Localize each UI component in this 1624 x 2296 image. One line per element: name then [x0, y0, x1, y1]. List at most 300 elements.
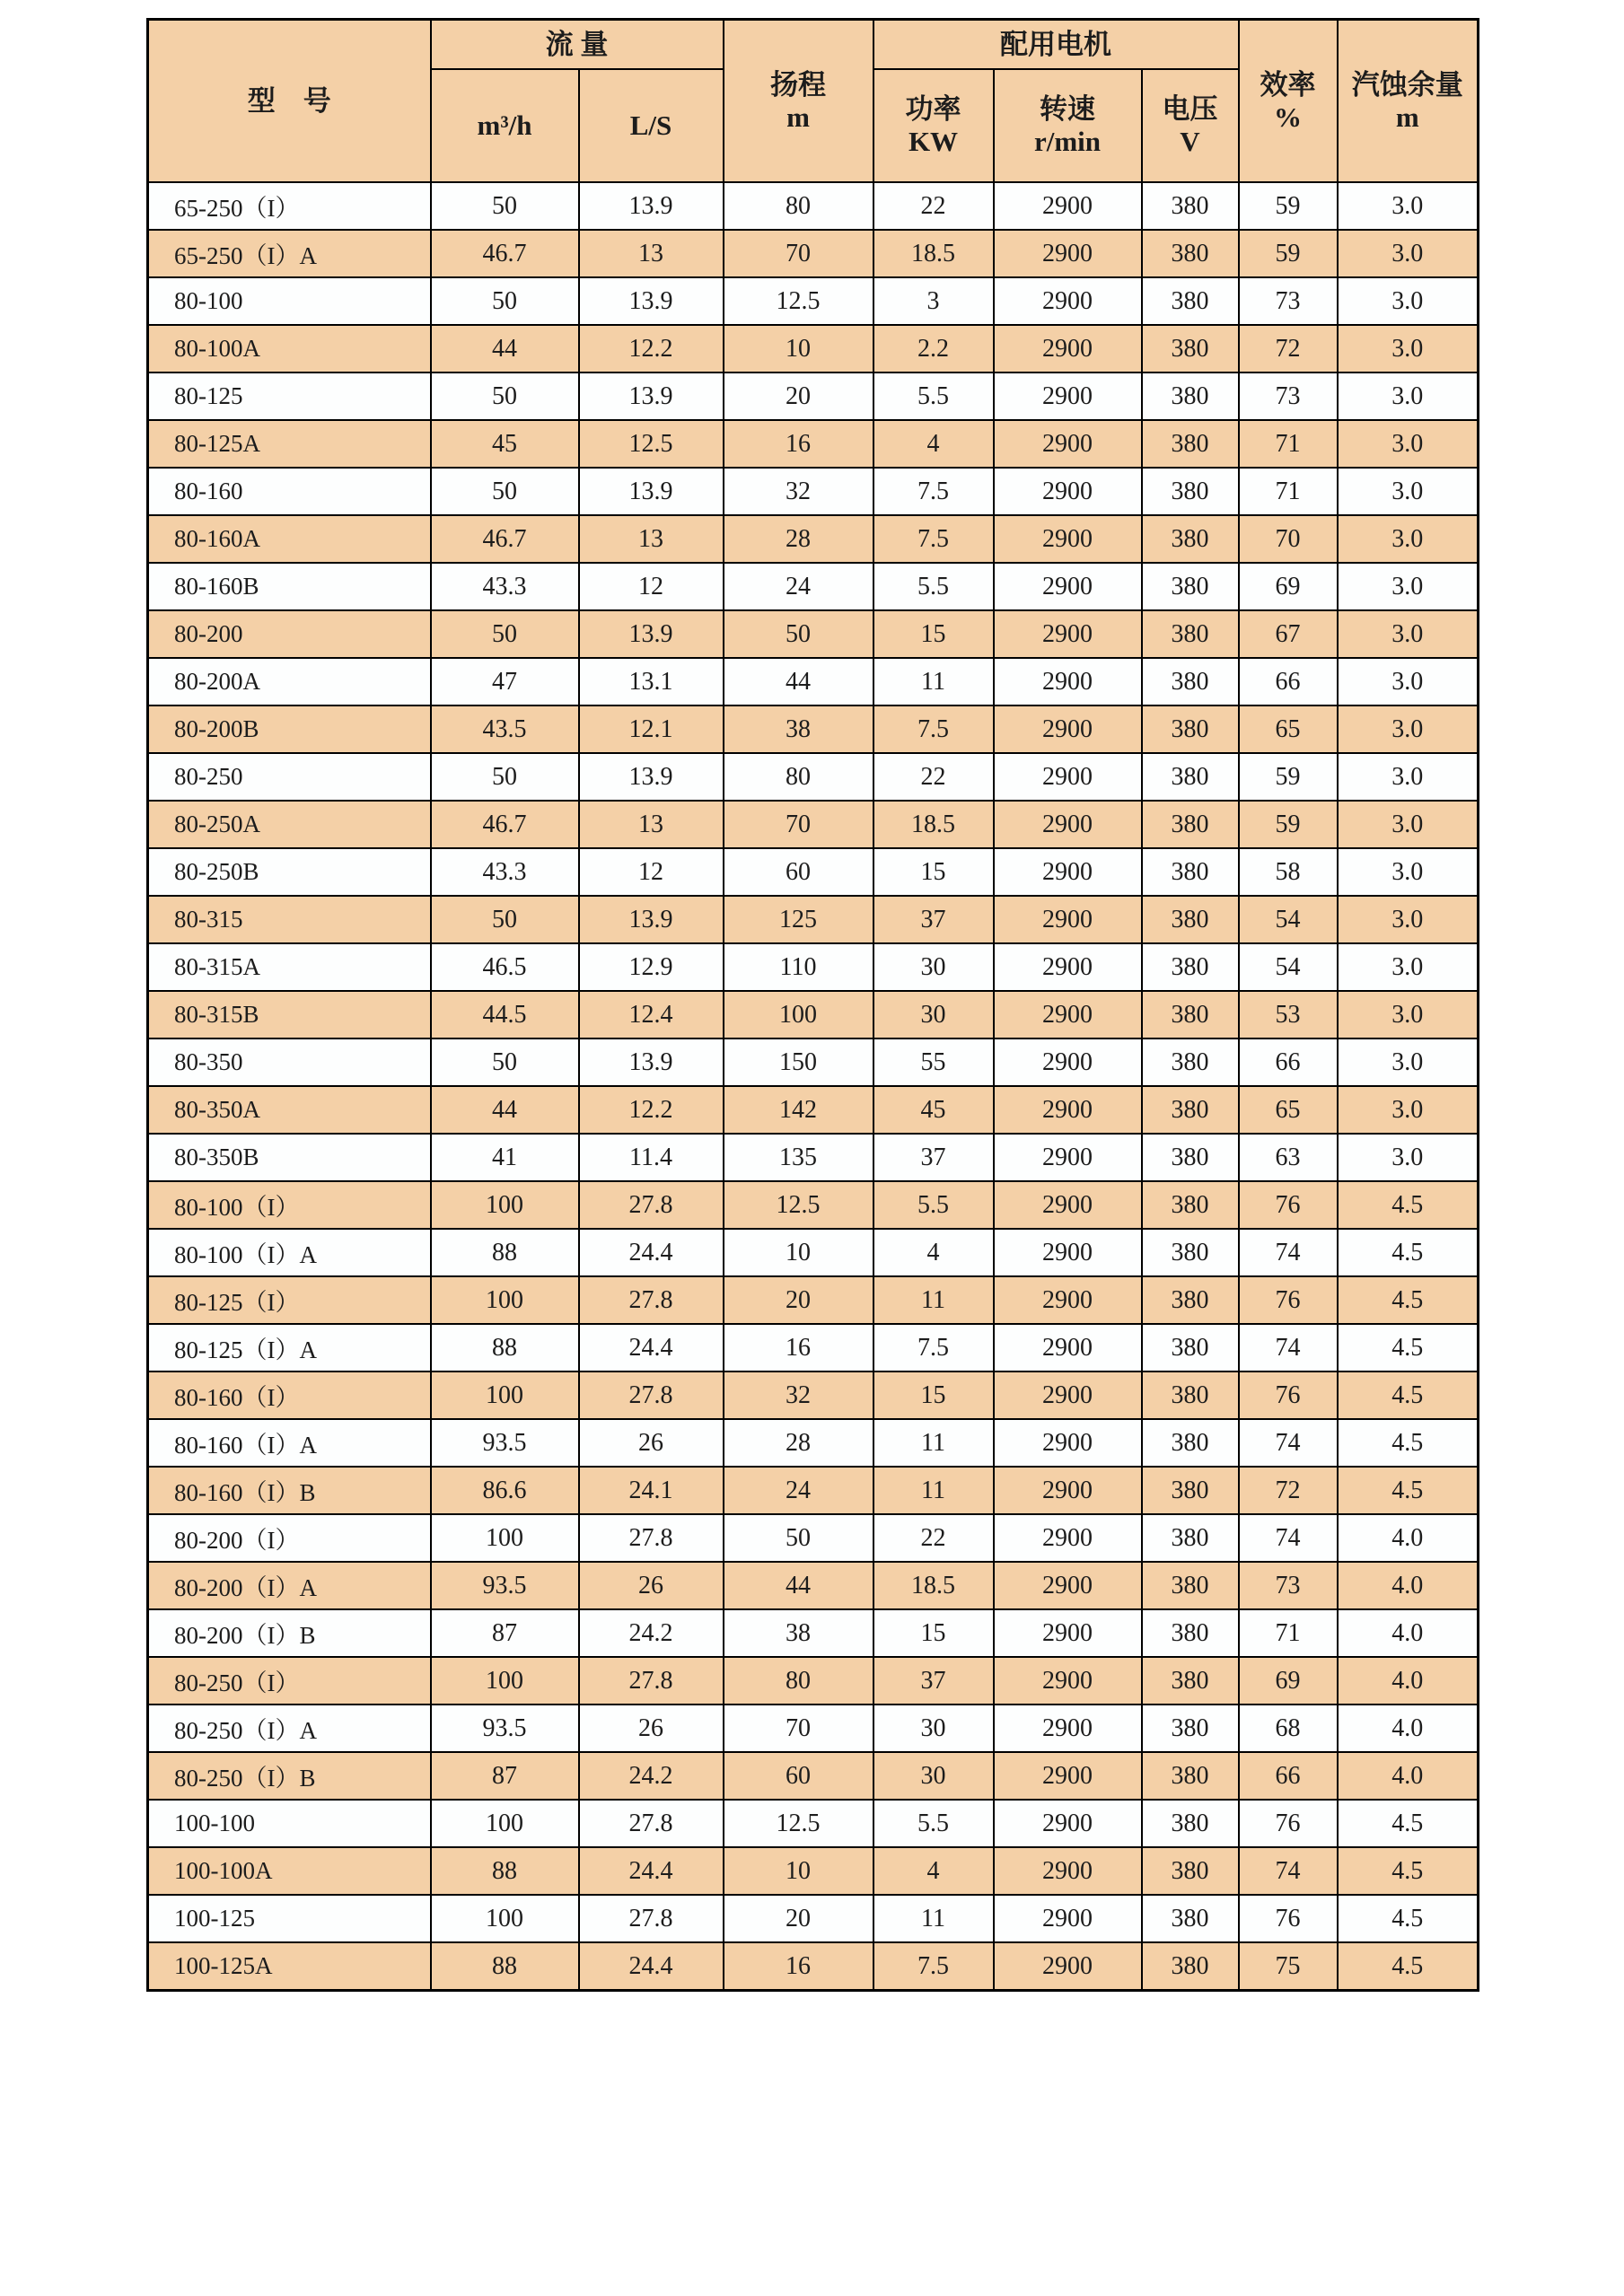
cell-efficiency: 63: [1239, 1134, 1338, 1181]
cell-power: 4: [873, 1229, 994, 1276]
cell-flow-m3h: 46.7: [431, 801, 579, 848]
cell-voltage: 380: [1142, 896, 1239, 943]
cell-speed: 2900: [994, 753, 1142, 801]
cell-flow-m3h: 50: [431, 1038, 579, 1086]
cell-flow-m3h: 50: [431, 896, 579, 943]
cell-model: 80-350: [148, 1038, 431, 1086]
cell-flow-m3h: 43.3: [431, 563, 579, 610]
cell-efficiency: 74: [1239, 1419, 1338, 1467]
cell-flow-ls: 13.9: [579, 468, 724, 515]
cell-model: 80-315B: [148, 991, 431, 1038]
cell-voltage: 380: [1142, 658, 1239, 705]
cell-flow-m3h: 46.7: [431, 230, 579, 277]
table-row: [148, 1657, 1479, 1704]
pump-spec-table: [146, 18, 1479, 1992]
cell-voltage: 380: [1142, 1134, 1239, 1181]
cell-speed: 2900: [994, 1324, 1142, 1371]
cell-npsh: 3.0: [1338, 753, 1479, 801]
cell-voltage: 380: [1142, 182, 1239, 230]
cell-npsh: 3.0: [1338, 1038, 1479, 1086]
cell-flow-m3h: 50: [431, 468, 579, 515]
table-row: [148, 943, 1479, 991]
cell-efficiency: 73: [1239, 372, 1338, 420]
cell-model: 80-160（I）: [148, 1371, 431, 1419]
npsh-unit: m: [1395, 101, 1419, 133]
cell-flow-m3h: 50: [431, 277, 579, 325]
cell-model: 80-250A: [148, 801, 431, 848]
cell-flow-m3h: 47: [431, 658, 579, 705]
cell-model: 80-125（I）A: [148, 1324, 431, 1371]
cell-head: 60: [724, 1752, 873, 1800]
cell-speed: 2900: [994, 325, 1142, 372]
cell-model: 80-160（I）A: [148, 1419, 431, 1467]
cell-speed: 2900: [994, 1800, 1142, 1847]
cell-voltage: 380: [1142, 1609, 1239, 1657]
cell-voltage: 380: [1142, 420, 1239, 468]
cell-speed: 2900: [994, 1609, 1142, 1657]
voltage-unit: V: [1180, 126, 1200, 157]
cell-efficiency: 54: [1239, 896, 1338, 943]
cell-npsh: 4.5: [1338, 1181, 1479, 1229]
cell-speed: 2900: [994, 1276, 1142, 1324]
cell-npsh: 3.0: [1338, 943, 1479, 991]
cell-model: 80-125A: [148, 420, 431, 468]
cell-voltage: 380: [1142, 515, 1239, 563]
cell-model: 80-350A: [148, 1086, 431, 1134]
npsh-label: 汽蚀余量: [1351, 68, 1463, 101]
cell-flow-m3h: 44: [431, 325, 579, 372]
cell-head: 80: [724, 1657, 873, 1704]
cell-speed: 2900: [994, 801, 1142, 848]
cell-head: 32: [724, 1371, 873, 1419]
cell-efficiency: 53: [1239, 991, 1338, 1038]
cell-head: 80: [724, 753, 873, 801]
cell-flow-ls: 13.9: [579, 277, 724, 325]
cell-power: 18.5: [873, 230, 994, 277]
table-row: [148, 1800, 1479, 1847]
cell-voltage: 380: [1142, 1229, 1239, 1276]
cell-head: 150: [724, 1038, 873, 1086]
efficiency-label: 效率: [1260, 68, 1316, 101]
table-row: [148, 753, 1479, 801]
cell-power: 18.5: [873, 801, 994, 848]
cell-model: 80-100: [148, 277, 431, 325]
cell-power: 5.5: [873, 563, 994, 610]
cell-power: 7.5: [873, 705, 994, 753]
cell-flow-ls: 13.1: [579, 658, 724, 705]
cell-flow-ls: 13.9: [579, 753, 724, 801]
cell-head: 32: [724, 468, 873, 515]
cell-head: 80: [724, 182, 873, 230]
voltage-label: 电压: [1162, 93, 1218, 126]
cell-head: 44: [724, 1562, 873, 1609]
cell-power: 45: [873, 1086, 994, 1134]
cell-power: 11: [873, 658, 994, 705]
col-header-flow-m3h: m³/h: [431, 69, 579, 182]
cell-model: 80-160A: [148, 515, 431, 563]
cell-flow-ls: 13.9: [579, 182, 724, 230]
cell-flow-m3h: 41: [431, 1134, 579, 1181]
cell-voltage: 380: [1142, 1276, 1239, 1324]
cell-power: 22: [873, 1514, 994, 1562]
cell-flow-ls: 12.2: [579, 1086, 724, 1134]
cell-speed: 2900: [994, 1895, 1142, 1942]
cell-speed: 2900: [994, 468, 1142, 515]
cell-speed: 2900: [994, 1752, 1142, 1800]
cell-npsh: 3.0: [1338, 515, 1479, 563]
col-header-motor-group: 配用电机: [873, 20, 1239, 70]
cell-voltage: 380: [1142, 848, 1239, 896]
cell-speed: 2900: [994, 610, 1142, 658]
cell-efficiency: 76: [1239, 1371, 1338, 1419]
cell-flow-m3h: 87: [431, 1609, 579, 1657]
cell-model: 80-250: [148, 753, 431, 801]
cell-head: 24: [724, 563, 873, 610]
col-header-speed: [994, 69, 1142, 182]
col-header-model: 型 号: [148, 20, 431, 183]
cell-voltage: 380: [1142, 705, 1239, 753]
cell-power: 37: [873, 1134, 994, 1181]
table-row: [148, 325, 1479, 372]
cell-efficiency: 73: [1239, 277, 1338, 325]
power-label: 功率: [905, 93, 961, 126]
cell-flow-m3h: 100: [431, 1276, 579, 1324]
cell-voltage: 380: [1142, 1895, 1239, 1942]
table-body: [148, 182, 1479, 1991]
cell-power: 15: [873, 1609, 994, 1657]
cell-model: 80-315A: [148, 943, 431, 991]
cell-model: 100-100A: [148, 1847, 431, 1895]
cell-npsh: 3.0: [1338, 372, 1479, 420]
cell-npsh: 4.5: [1338, 1800, 1479, 1847]
cell-flow-m3h: 100: [431, 1800, 579, 1847]
cell-power: 55: [873, 1038, 994, 1086]
cell-flow-m3h: 46.5: [431, 943, 579, 991]
cell-power: 11: [873, 1467, 994, 1514]
cell-speed: 2900: [994, 1038, 1142, 1086]
header-row-groups: [148, 20, 1479, 70]
cell-efficiency: 69: [1239, 1657, 1338, 1704]
table-row: [148, 1134, 1479, 1181]
cell-speed: 2900: [994, 991, 1142, 1038]
cell-npsh: 3.0: [1338, 658, 1479, 705]
cell-flow-m3h: 88: [431, 1324, 579, 1371]
cell-speed: 2900: [994, 1562, 1142, 1609]
cell-flow-m3h: 88: [431, 1847, 579, 1895]
cell-flow-m3h: 87: [431, 1752, 579, 1800]
cell-speed: 2900: [994, 1419, 1142, 1467]
cell-flow-ls: 24.4: [579, 1229, 724, 1276]
cell-model: 80-200（I）B: [148, 1609, 431, 1657]
table-row: [148, 1514, 1479, 1562]
cell-speed: 2900: [994, 182, 1142, 230]
cell-head: 70: [724, 801, 873, 848]
cell-flow-ls: 27.8: [579, 1276, 724, 1324]
cell-flow-ls: 12: [579, 563, 724, 610]
cell-speed: 2900: [994, 372, 1142, 420]
cell-model: 80-100（I）: [148, 1181, 431, 1229]
cell-flow-ls: 24.4: [579, 1942, 724, 1991]
table-row: [148, 658, 1479, 705]
cell-voltage: 380: [1142, 801, 1239, 848]
cell-flow-ls: 13.9: [579, 610, 724, 658]
cell-voltage: 380: [1142, 1657, 1239, 1704]
table-row: [148, 1942, 1479, 1991]
efficiency-unit: %: [1274, 101, 1302, 133]
cell-model: 65-250（I）A: [148, 230, 431, 277]
cell-model: 80-250B: [148, 848, 431, 896]
cell-efficiency: 76: [1239, 1181, 1338, 1229]
cell-power: 15: [873, 610, 994, 658]
cell-voltage: 380: [1142, 277, 1239, 325]
cell-head: 28: [724, 515, 873, 563]
cell-power: 22: [873, 182, 994, 230]
cell-efficiency: 65: [1239, 705, 1338, 753]
cell-speed: 2900: [994, 848, 1142, 896]
cell-head: 28: [724, 1419, 873, 1467]
cell-flow-m3h: 100: [431, 1895, 579, 1942]
cell-flow-ls: 12.2: [579, 325, 724, 372]
cell-power: 3: [873, 277, 994, 325]
cell-speed: 2900: [994, 420, 1142, 468]
cell-power: 7.5: [873, 515, 994, 563]
cell-flow-ls: 12.5: [579, 420, 724, 468]
cell-speed: 2900: [994, 1371, 1142, 1419]
cell-model: 80-125: [148, 372, 431, 420]
cell-efficiency: 69: [1239, 563, 1338, 610]
cell-model: 80-250（I）A: [148, 1704, 431, 1752]
cell-flow-ls: 26: [579, 1704, 724, 1752]
cell-flow-ls: 27.8: [579, 1657, 724, 1704]
table-row: [148, 610, 1479, 658]
cell-model: 80-315: [148, 896, 431, 943]
cell-flow-m3h: 88: [431, 1942, 579, 1991]
cell-flow-ls: 27.8: [579, 1514, 724, 1562]
speed-label: 转速: [1040, 93, 1095, 126]
cell-head: 12.5: [724, 277, 873, 325]
cell-voltage: 380: [1142, 1800, 1239, 1847]
cell-power: 30: [873, 1704, 994, 1752]
table-row: [148, 1704, 1479, 1752]
cell-power: 5.5: [873, 1181, 994, 1229]
cell-voltage: 380: [1142, 610, 1239, 658]
cell-npsh: 4.0: [1338, 1562, 1479, 1609]
cell-power: 4: [873, 1847, 994, 1895]
cell-voltage: 380: [1142, 1181, 1239, 1229]
cell-model: 65-250（I）: [148, 182, 431, 230]
cell-head: 10: [724, 325, 873, 372]
cell-model: 80-160: [148, 468, 431, 515]
cell-model: 80-200（I）A: [148, 1562, 431, 1609]
cell-model: 80-125（I）: [148, 1276, 431, 1324]
cell-head: 20: [724, 372, 873, 420]
cell-flow-m3h: 100: [431, 1514, 579, 1562]
cell-head: 16: [724, 1942, 873, 1991]
cell-efficiency: 71: [1239, 468, 1338, 515]
cell-head: 110: [724, 943, 873, 991]
table-row: [148, 1276, 1479, 1324]
cell-model: 80-160B: [148, 563, 431, 610]
table-row: [148, 1181, 1479, 1229]
table-row: [148, 420, 1479, 468]
cell-flow-ls: 27.8: [579, 1895, 724, 1942]
cell-flow-m3h: 45: [431, 420, 579, 468]
cell-efficiency: 66: [1239, 658, 1338, 705]
cell-power: 5.5: [873, 372, 994, 420]
table-row: [148, 1467, 1479, 1514]
cell-npsh: 4.5: [1338, 1324, 1479, 1371]
power-unit: KW: [908, 126, 959, 157]
cell-efficiency: 59: [1239, 801, 1338, 848]
cell-flow-m3h: 50: [431, 372, 579, 420]
cell-flow-ls: 13.9: [579, 1038, 724, 1086]
cell-speed: 2900: [994, 1657, 1142, 1704]
table-row: [148, 563, 1479, 610]
cell-model: 100-100: [148, 1800, 431, 1847]
cell-voltage: 380: [1142, 1086, 1239, 1134]
cell-speed: 2900: [994, 1847, 1142, 1895]
cell-power: 37: [873, 1657, 994, 1704]
cell-voltage: 380: [1142, 468, 1239, 515]
cell-npsh: 3.0: [1338, 563, 1479, 610]
col-header-power: [873, 69, 994, 182]
cell-voltage: 380: [1142, 1324, 1239, 1371]
cell-efficiency: 59: [1239, 753, 1338, 801]
cell-voltage: 380: [1142, 991, 1239, 1038]
col-header-flow-group: 流 量: [431, 20, 724, 70]
cell-flow-ls: 12.9: [579, 943, 724, 991]
cell-head: 135: [724, 1134, 873, 1181]
table-row: [148, 1752, 1479, 1800]
cell-power: 30: [873, 943, 994, 991]
cell-head: 70: [724, 1704, 873, 1752]
cell-flow-ls: 24.1: [579, 1467, 724, 1514]
cell-npsh: 4.5: [1338, 1467, 1479, 1514]
cell-efficiency: 74: [1239, 1229, 1338, 1276]
cell-efficiency: 58: [1239, 848, 1338, 896]
cell-flow-m3h: 93.5: [431, 1419, 579, 1467]
cell-head: 125: [724, 896, 873, 943]
table-row: [148, 1562, 1479, 1609]
cell-model: 80-160（I）B: [148, 1467, 431, 1514]
cell-head: 16: [724, 420, 873, 468]
cell-speed: 2900: [994, 1134, 1142, 1181]
cell-voltage: 380: [1142, 1038, 1239, 1086]
speed-unit: r/min: [1033, 126, 1102, 157]
col-header-efficiency: [1239, 20, 1338, 183]
cell-speed: 2900: [994, 277, 1142, 325]
cell-efficiency: 59: [1239, 230, 1338, 277]
cell-head: 142: [724, 1086, 873, 1134]
cell-model: 100-125: [148, 1895, 431, 1942]
cell-head: 24: [724, 1467, 873, 1514]
cell-speed: 2900: [994, 563, 1142, 610]
cell-speed: 2900: [994, 1514, 1142, 1562]
cell-head: 12.5: [724, 1181, 873, 1229]
cell-power: 11: [873, 1419, 994, 1467]
cell-npsh: 4.5: [1338, 1419, 1479, 1467]
cell-speed: 2900: [994, 658, 1142, 705]
cell-flow-m3h: 100: [431, 1181, 579, 1229]
cell-model: 100-125A: [148, 1942, 431, 1991]
cell-head: 50: [724, 1514, 873, 1562]
table-row: [148, 1324, 1479, 1371]
cell-head: 10: [724, 1229, 873, 1276]
cell-efficiency: 68: [1239, 1704, 1338, 1752]
cell-model: 80-100A: [148, 325, 431, 372]
table-row: [148, 515, 1479, 563]
cell-head: 44: [724, 658, 873, 705]
cell-power: 15: [873, 848, 994, 896]
cell-flow-ls: 13.9: [579, 372, 724, 420]
cell-npsh: 3.0: [1338, 705, 1479, 753]
cell-efficiency: 76: [1239, 1800, 1338, 1847]
cell-efficiency: 72: [1239, 325, 1338, 372]
cell-voltage: 380: [1142, 1942, 1239, 1991]
cell-flow-m3h: 50: [431, 182, 579, 230]
cell-head: 38: [724, 705, 873, 753]
cell-npsh: 3.0: [1338, 420, 1479, 468]
cell-npsh: 3.0: [1338, 1134, 1479, 1181]
cell-efficiency: 76: [1239, 1895, 1338, 1942]
cell-npsh: 3.0: [1338, 801, 1479, 848]
table-row: [148, 1895, 1479, 1942]
cell-voltage: 380: [1142, 1419, 1239, 1467]
cell-model: 80-200: [148, 610, 431, 658]
cell-voltage: 380: [1142, 1514, 1239, 1562]
cell-npsh: 4.5: [1338, 1895, 1479, 1942]
cell-voltage: 380: [1142, 1562, 1239, 1609]
table-row: [148, 705, 1479, 753]
cell-npsh: 3.0: [1338, 182, 1479, 230]
cell-voltage: 380: [1142, 943, 1239, 991]
cell-efficiency: 72: [1239, 1467, 1338, 1514]
cell-npsh: 3.0: [1338, 277, 1479, 325]
cell-flow-ls: 24.2: [579, 1609, 724, 1657]
cell-npsh: 4.0: [1338, 1514, 1479, 1562]
cell-flow-m3h: 100: [431, 1657, 579, 1704]
cell-efficiency: 71: [1239, 1609, 1338, 1657]
cell-voltage: 380: [1142, 1752, 1239, 1800]
cell-voltage: 380: [1142, 753, 1239, 801]
cell-power: 30: [873, 991, 994, 1038]
cell-model: 80-250（I）B: [148, 1752, 431, 1800]
cell-npsh: 4.5: [1338, 1371, 1479, 1419]
cell-flow-ls: 24.2: [579, 1752, 724, 1800]
cell-speed: 2900: [994, 1229, 1142, 1276]
cell-flow-ls: 26: [579, 1419, 724, 1467]
cell-npsh: 3.0: [1338, 610, 1479, 658]
cell-voltage: 380: [1142, 1467, 1239, 1514]
cell-npsh: 4.5: [1338, 1942, 1479, 1991]
table-row: [148, 277, 1479, 325]
cell-efficiency: 74: [1239, 1324, 1338, 1371]
cell-npsh: 4.5: [1338, 1229, 1479, 1276]
cell-head: 12.5: [724, 1800, 873, 1847]
cell-speed: 2900: [994, 1704, 1142, 1752]
cell-speed: 2900: [994, 943, 1142, 991]
cell-npsh: 3.0: [1338, 848, 1479, 896]
cell-voltage: 380: [1142, 1704, 1239, 1752]
cell-head: 60: [724, 848, 873, 896]
cell-power: 7.5: [873, 1942, 994, 1991]
cell-npsh: 3.0: [1338, 468, 1479, 515]
cell-speed: 2900: [994, 896, 1142, 943]
cell-head: 38: [724, 1609, 873, 1657]
cell-flow-ls: 13: [579, 801, 724, 848]
cell-npsh: 4.0: [1338, 1704, 1479, 1752]
cell-flow-ls: 13.9: [579, 896, 724, 943]
